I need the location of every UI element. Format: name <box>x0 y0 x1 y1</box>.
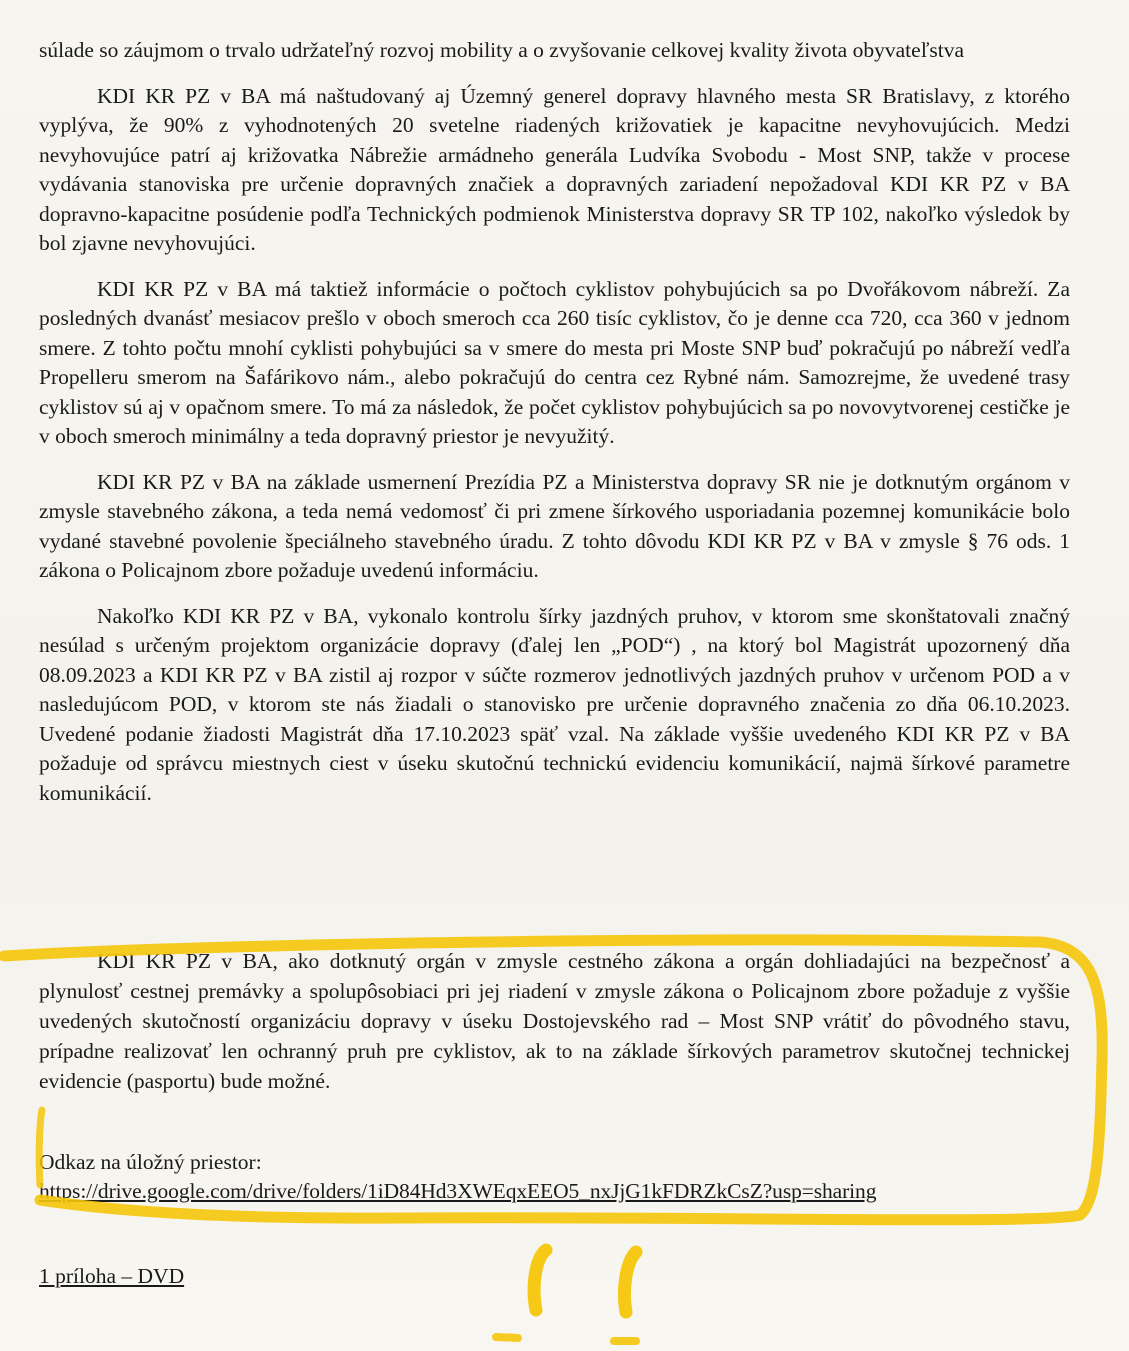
document-body <box>39 36 1070 824</box>
storage-link-label: Odkaz na úložný priestor: <box>39 1150 262 1174</box>
paragraph-traffic-master-plan: KDI KR PZ v BA má naštudovaný aj Územný generel dopravy hlavného mesta SR Bratislavy, z ktorého vyplýva, že 90% z vyhodnotených 20 svetelne riadených križovatiek je kapacitne nevyhovujúcich. Medzi nevyhovujúce patrí aj križovatka Nábrežie armádneho generála Ludvíka Svobodu - Most SNP, takže v procese vydávania stanoviska pre určenie dopravných značiek a dopravných zariadení nepožadoval KDI KR PZ v BA dopravno-kapacitne posúdenie podľa Technických podmienok Ministerstva dopravy SR TP 102, nakoľko výsledok by bol zjavne nevyhovujúci. <box>39 83 1070 255</box>
paragraph-building-permit: KDI KR PZ v BA na základe usmernení Prezídia PZ a Ministerstva dopravy SR nie je dotknutým orgánom v zmysle stavebného zákona, a teda nemá vedomosť či pri zmene šírkového usporiadania pozemnej komunikácie bolo vydané stavebné povolenie špeciálneho stavebného úradu. Z tohto dôvodu KDI KR PZ v BA v zmysle § 76 ods. 1 zákona o Policajnom zbore požaduje uvedenú informáciu. <box>39 469 1070 582</box>
paragraph-continuation: súlade so záujmom o trvalo udržateľný rozvoj mobility a o zvyšovanie celkovej kvality života obyvateľstva <box>39 38 964 62</box>
highlight-mark-2 <box>624 1252 636 1312</box>
storage-link[interactable]: https://drive.google.com/drive/folders/1iD84Hd3XWEqxEEO5_nxJjG1kFDRZkCsZ?usp=sharing <box>39 1179 877 1203</box>
paragraph-lane-width-check: Nakoľko KDI KR PZ v BA, vykonalo kontrolu šírky jazdných pruhov, v ktorom sme skonštatovali značný nesúlad s určeným projektom organizácie dopravy (ďalej len „POD“) , na ktorý bol Magistrát upozornený dňa 08.09.2023 a KDI KR PZ v BA zistil aj rozpor v súčte rozmerov jednotlivých jazdných pruhov v určenom POD a v nasledujúcom POD, v ktorom ste nás žiadali o stanovisko pre určenie dopravného značenia zo dňa 06.10.2023. Uvedené podanie žiadosti Magistrát dňa 17.10.2023 späť vzal. Na základe vyššie uvedeného KDI KR PZ v BA požaduje od správcu miestnych ciest v úseku skutočnú technickú evidenciu komunikácií, najmä šírkové parametre komunikácií. <box>39 603 1070 805</box>
highlight-mark-3 <box>496 1337 518 1338</box>
paragraph-cyclist-counts: KDI KR PZ v BA má taktiež informácie o počtoch cyklistov pohybujúcich sa po Dvořákovom nábreží. Za posledných dvanásť mesiacov prešlo v oboch smeroch cca 260 tisíc cyklistov, čo je denne cca 720, cca 360 v jednom smere. Z tohto počtu mnohí cyklisti pohybujúci sa v smere do mesta pri Moste SNP buď pokračujú po nábreží vedľa Propelleru smerom na Šafárikovo nám., alebo pokračujú do centra cez Rybné nám. Samozrejme, že uvedené trasy cyklistov sú aj v opačnom smere. To má za následok, že počet cyklistov pohybujúcich sa po novovytvorenej cestičke je v oboch smeroch minimálny a teda dopravný priestor je nevyužitý. <box>39 276 1070 448</box>
highlight-mark-1 <box>534 1250 546 1310</box>
attachment-note: 1 príloha – DVD <box>39 1264 185 1288</box>
paragraph-requirement: KDI KR PZ v BA, ako dotknutý orgán v zmysle cestného zákona a orgán dohliadajúci na bezpečnosť a plynulosť cestnej premávky a spolupôsobiaci pri jej riadení v zmysle zákona o Policajnom zbore požaduje z vyššie uvedených skutočností organizáciu dopravy v úseku Dostojevského rad – Most SNP vrátiť do pôvodného stavu, prípadne realizovať len ochranný pruh pre cyklistov, ak to na základe šírkových parametrov skutočnej technickej evidencie (pasportu) bude možné. <box>39 949 1070 1093</box>
